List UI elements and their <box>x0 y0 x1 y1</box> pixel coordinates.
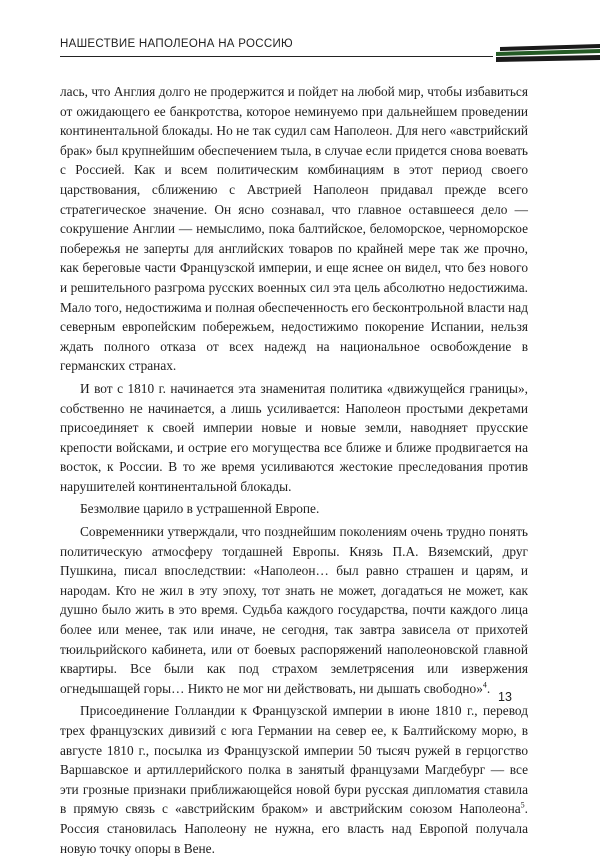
page-number: 13 <box>498 690 512 704</box>
paragraph: И вот с 1810 г. начинается эта знаменитая политика «движущейся границы», собственно не начинается, а лишь усиливается: Наполеон простыми декретами присоединяет к своей империи новые и новые земли, наводняет прусские крепости войсками, и острие его могущества все ближе и ближе продвигается на восток, к России. В то же время усиливаются жестокие преследования против нарушителей континентальной блокады. <box>60 380 528 494</box>
header-rule <box>60 56 493 57</box>
paragraph-text-after: . Россия становилась Наполеону не нужна, его власть над Европой получала новую точку опоры в Вене. <box>60 801 528 856</box>
paragraph-text: Присоединение Голландии к Французской империи в июне 1810 г., перевод трех французских дивизий с юга Германии на север ее, к Балтийскому морю, в августе 1810 г., посылка из Французской империи 50 тысяч ружей в герцогство Варшавское и артиллерийского полка в занятый французами Магдебург — все эти грозные признаки приближающейся новой бури русская дипломатия ставила в прямую связь с «австрийским браком» и австрийским союзом Наполеона <box>60 703 528 817</box>
main-text <box>60 82 528 861</box>
paragraph-continuation: лась, что Англия долго не продержится и пойдет на любой мир, чтобы избавиться от ожидающего ее банкротства, которое неминуемо при дальнейшем проведении континентальной блокады. Но не так судил сам Наполеон. Для него «австрийский брак» был крупнейшим обеспечением тыла, в случае если придется снова воевать с Россией. Как и всем политическим комбинациям в этот период своего царствования, сближению с Австрией Наполеон придавал прежде всего стратегическое значение. Он ясно сознавал, что главное оставшееся дело — сокрушение Англии — немыслимо, пока балтийское, беломорское, черноморское побережья не заперты для английских товаров по крайней мере так же прочно, как береговые части Французской империи, и еще яснее он видел, что без нового и решительного разгрома русских военных сил эта цель абсолютно недостижима. Мало того, недостижима и полная обеспеченность его бесконтрольной власти над северным европейским побережьем, недостижимо покорение Испании, нельзя ждать полного отказа от всех надежд на национальное освобождение в германских странах. <box>60 84 528 374</box>
running-header-title: НАШЕСТВИЕ НАПОЛЕОНА НА РОССИЮ <box>60 38 293 50</box>
paragraph: Безмолвие царило в устрашенной Европе. <box>80 501 320 517</box>
footnote-ref-4[interactable]: 4 <box>482 680 487 690</box>
paragraph-text: Современники утверждали, что позднейшим поколениям очень трудно понять политическую атмосферу тогдашней Европы. Князь П.А. Вяземский, друг Пушкина, писал впоследствии: «Наполеон… был равно страшен и царям, и народам. Кто не жил в эту эпоху, тот знать не может, догадаться не может, как душно было жить в это время. Судьба каждого государства, почти каждого лица более или менее, так или иначе, не сегодня, так завтра зависела от прихотей тюильрийского кабинета, или от боевых распоряжений наполеоновской главной квартиры. Все были как под страхом землетрясения или извержения огнедышащей горы… Никто не мог ни действовать, ни дышать свободно» <box>60 524 528 696</box>
paragraph-quote: Современники утверждали, что позднейшим поколениям очень трудно понять политическую атмосферу тогдашней Европы. Князь П.А. Вяземский, друг Пушкина, писал впоследствии: «Наполеон… был равно страшен и царям, и народам. Кто не жил в эту эпоху, тот знать не может, догадаться не может, как душно было жить в это время. Судьба каждого государства, почти каждого лица более или менее, так или иначе, не сегодня, так завтра зависела от прихотей тюильрийского кабинета, или от боевых распоряжений наполеоновской главной квартиры. Все были как под страхом землетрясения или извержения огнедышащей горы… Никто не мог ни действовать, ни дышать свободно»$^4$. <box>60 524 528 696</box>
ribbon-stripe-graphic <box>496 44 600 66</box>
ribbon-stripes <box>496 44 600 62</box>
paragraph <box>60 701 528 858</box>
running-header <box>0 38 600 72</box>
footnote-ref-5[interactable]: 5 <box>520 800 525 810</box>
